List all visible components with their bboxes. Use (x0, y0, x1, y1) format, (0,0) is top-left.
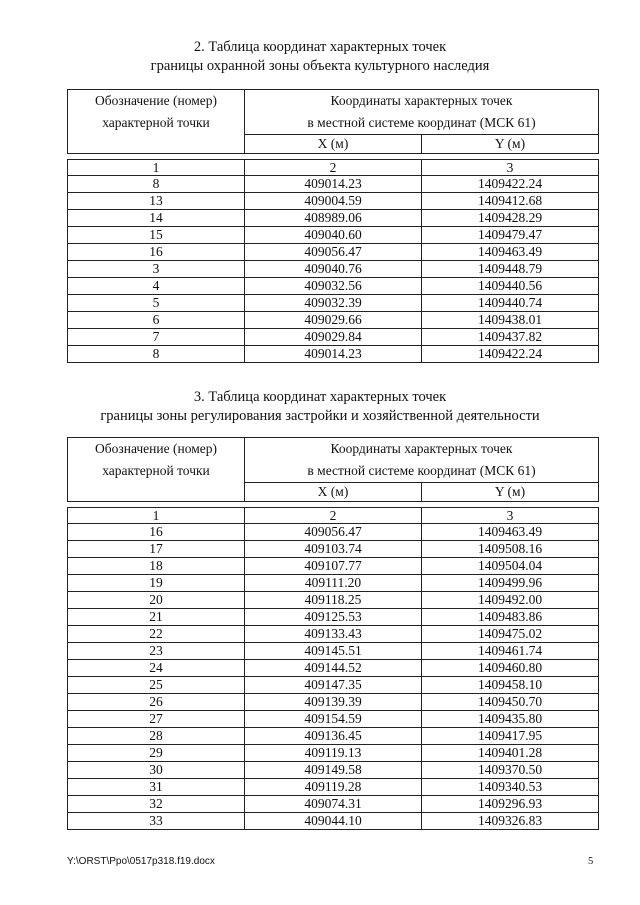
point-cell: 6 (68, 312, 245, 329)
table2-coordinates (67, 89, 599, 363)
x-coordinate-cell: 409144.52 (245, 660, 422, 677)
x-coordinate-cell: 409125.53 (245, 609, 422, 626)
table2-body (68, 154, 599, 363)
y-coordinate-cell: 1409296.93 (422, 796, 599, 813)
y-coordinate-cell: 1409448.79 (422, 261, 599, 278)
table2-title-line2: границы охранной зоны объекта культурного наследия (150, 58, 490, 74)
y-coordinate-cell: 1409422.24 (422, 176, 599, 193)
column-number-cell: 2 (245, 508, 422, 524)
x-coordinate-cell: 409136.45 (245, 728, 422, 745)
footer-page-number: 5 (588, 856, 594, 867)
x-coordinate-cell: 409074.31 (245, 796, 422, 813)
table-row (68, 261, 599, 278)
point-cell: 3 (68, 261, 245, 278)
point-cell: 21 (68, 609, 245, 626)
column-number-row (68, 508, 599, 524)
x-coordinate-cell: 409014.23 (245, 176, 422, 193)
y-coordinate-cell: 1409440.74 (422, 295, 599, 312)
point-cell: 16 (68, 524, 245, 541)
x-coordinate-cell: 409145.51 (245, 643, 422, 660)
point-cell: 32 (68, 796, 245, 813)
point-cell: 8 (68, 346, 245, 363)
table2-header-coords-line2: в местной системе координат (МСК 61) (307, 115, 536, 130)
column-number-cell: 3 (422, 160, 599, 176)
y-coordinate-cell: 1409438.01 (422, 312, 599, 329)
table-row (68, 626, 599, 643)
y-coordinate-cell: 1409340.53 (422, 779, 599, 796)
point-cell: 24 (68, 660, 245, 677)
point-cell: 18 (68, 558, 245, 575)
table-row (68, 227, 599, 244)
table-row (68, 193, 599, 210)
footer-file-path: Y:\ORST\Ppo\0517p318.f19.docx (67, 856, 215, 867)
table-row (68, 575, 599, 592)
y-coordinate-cell: 1409370.50 (422, 762, 599, 779)
point-cell: 23 (68, 643, 245, 660)
y-coordinate-cell: 1409483.86 (422, 609, 599, 626)
y-coordinate-cell: 1409504.04 (422, 558, 599, 575)
x-coordinate-cell: 409044.10 (245, 813, 422, 830)
point-cell: 25 (68, 677, 245, 694)
column-number-cell: 1 (68, 508, 245, 524)
table-row (68, 643, 599, 660)
y-coordinate-cell: 1409450.70 (422, 694, 599, 711)
table-row (68, 278, 599, 295)
table3-body (68, 502, 599, 830)
table3-header-coords-line2: в местной системе координат (МСК 61) (307, 463, 536, 478)
table2-header-y: Y (м) (422, 135, 599, 154)
table3-header-point-line2: характерной точки (102, 463, 210, 478)
y-coordinate-cell: 1409435.80 (422, 711, 599, 728)
table-row (68, 677, 599, 694)
y-coordinate-cell: 1409508.16 (422, 541, 599, 558)
point-cell: 28 (68, 728, 245, 745)
y-coordinate-cell: 1409401.28 (422, 745, 599, 762)
point-cell: 15 (68, 227, 245, 244)
point-cell: 20 (68, 592, 245, 609)
x-coordinate-cell: 409103.74 (245, 541, 422, 558)
y-coordinate-cell: 1409499.96 (422, 575, 599, 592)
table-row (68, 312, 599, 329)
table3-title (0, 388, 640, 426)
x-coordinate-cell: 409139.39 (245, 694, 422, 711)
point-cell: 17 (68, 541, 245, 558)
table3-header-coords (245, 438, 599, 483)
table-row (68, 796, 599, 813)
point-cell: 4 (68, 278, 245, 295)
table-row (68, 541, 599, 558)
point-cell: 33 (68, 813, 245, 830)
point-cell: 13 (68, 193, 245, 210)
table2-header-coords-line1: Координаты характерных точек (330, 93, 513, 108)
x-coordinate-cell: 409149.58 (245, 762, 422, 779)
table-row (68, 779, 599, 796)
y-coordinate-cell: 1409412.68 (422, 193, 599, 210)
x-coordinate-cell: 409147.35 (245, 677, 422, 694)
point-cell: 8 (68, 176, 245, 193)
y-coordinate-cell: 1409422.24 (422, 346, 599, 363)
x-coordinate-cell: 409107.77 (245, 558, 422, 575)
table3-header-y: Y (м) (422, 483, 599, 502)
table-row (68, 660, 599, 677)
x-coordinate-cell: 409133.43 (245, 626, 422, 643)
table-row (68, 524, 599, 541)
y-coordinate-cell: 1409458.10 (422, 677, 599, 694)
x-coordinate-cell: 409032.39 (245, 295, 422, 312)
x-coordinate-cell: 409040.76 (245, 261, 422, 278)
y-coordinate-cell: 1409428.29 (422, 210, 599, 227)
table-row (68, 728, 599, 745)
table2-title-line1: 2. Таблица координат характерных точек (193, 39, 447, 55)
table-row (68, 711, 599, 728)
table-row (68, 558, 599, 575)
table3-header-x: X (м) (245, 483, 422, 502)
table2-header-coords (245, 90, 599, 135)
x-coordinate-cell: 409119.28 (245, 779, 422, 796)
point-cell: 30 (68, 762, 245, 779)
x-coordinate-cell: 409032.56 (245, 278, 422, 295)
x-coordinate-cell: 409056.47 (245, 524, 422, 541)
column-number-cell: 2 (245, 160, 422, 176)
table3-header-point (68, 438, 245, 502)
table-row (68, 745, 599, 762)
y-coordinate-cell: 1409326.83 (422, 813, 599, 830)
x-coordinate-cell: 409056.47 (245, 244, 422, 261)
y-coordinate-cell: 1409479.47 (422, 227, 599, 244)
x-coordinate-cell: 409029.84 (245, 329, 422, 346)
column-number-cell: 3 (422, 508, 599, 524)
table-row (68, 176, 599, 193)
table-row (68, 244, 599, 261)
y-coordinate-cell: 1409461.74 (422, 643, 599, 660)
x-coordinate-cell: 409111.20 (245, 575, 422, 592)
table2-header-point-line1: Обозначение (номер) (95, 93, 217, 108)
x-coordinate-cell: 409154.59 (245, 711, 422, 728)
y-coordinate-cell: 1409463.49 (422, 524, 599, 541)
table3-header-point-line1: Обозначение (номер) (95, 441, 217, 456)
x-coordinate-cell: 409119.13 (245, 745, 422, 762)
y-coordinate-cell: 1409440.56 (422, 278, 599, 295)
point-cell: 26 (68, 694, 245, 711)
table3-title-line1: 3. Таблица координат характерных точек (193, 389, 447, 405)
y-coordinate-cell: 1409417.95 (422, 728, 599, 745)
column-number-row (68, 160, 599, 176)
y-coordinate-cell: 1409463.49 (422, 244, 599, 261)
point-cell: 27 (68, 711, 245, 728)
table3-coordinates (67, 437, 599, 830)
x-coordinate-cell: 408989.06 (245, 210, 422, 227)
table-row (68, 329, 599, 346)
point-cell: 22 (68, 626, 245, 643)
table-row (68, 592, 599, 609)
column-number-cell: 1 (68, 160, 245, 176)
x-coordinate-cell: 409004.59 (245, 193, 422, 210)
x-coordinate-cell: 409029.66 (245, 312, 422, 329)
x-coordinate-cell: 409040.60 (245, 227, 422, 244)
point-cell: 19 (68, 575, 245, 592)
point-cell: 14 (68, 210, 245, 227)
table2-header-point-line2: характерной точки (102, 115, 210, 130)
x-coordinate-cell: 409118.25 (245, 592, 422, 609)
point-cell: 5 (68, 295, 245, 312)
table3-title-line2: границы зоны регулирования застройки и хозяйственной деятельности (100, 408, 540, 424)
y-coordinate-cell: 1409492.00 (422, 592, 599, 609)
table2-header-x: X (м) (245, 135, 422, 154)
x-coordinate-cell: 409014.23 (245, 346, 422, 363)
table2-header-point (68, 90, 245, 154)
table-row (68, 609, 599, 626)
table-row (68, 346, 599, 363)
table-row (68, 295, 599, 312)
y-coordinate-cell: 1409437.82 (422, 329, 599, 346)
point-cell: 29 (68, 745, 245, 762)
table-row (68, 210, 599, 227)
table2-title (0, 38, 640, 76)
point-cell: 7 (68, 329, 245, 346)
y-coordinate-cell: 1409460.80 (422, 660, 599, 677)
table-row (68, 762, 599, 779)
table-row (68, 694, 599, 711)
table-row (68, 813, 599, 830)
table3-header-coords-line1: Координаты характерных точек (330, 441, 513, 456)
point-cell: 31 (68, 779, 245, 796)
point-cell: 16 (68, 244, 245, 261)
y-coordinate-cell: 1409475.02 (422, 626, 599, 643)
